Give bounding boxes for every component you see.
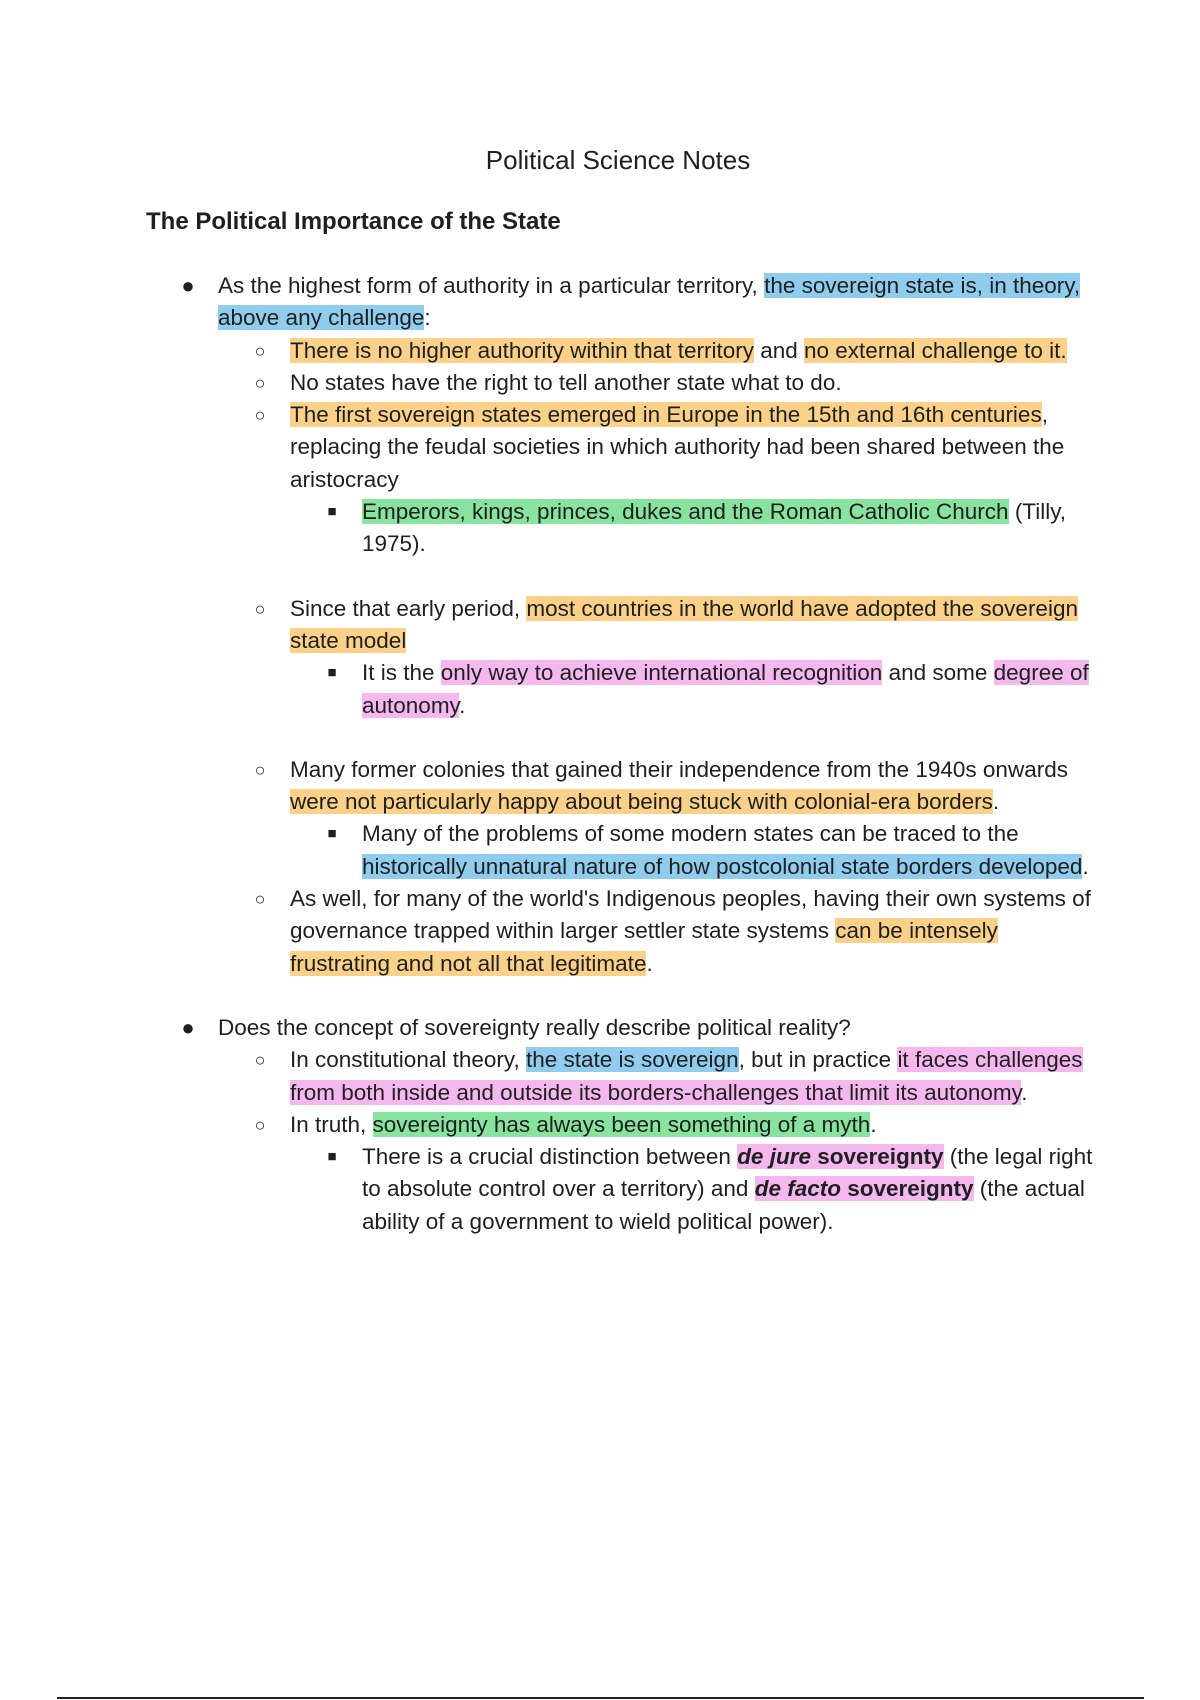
- text: :: [424, 305, 431, 331]
- text: , but in practice: [738, 1047, 898, 1073]
- sub-sub-list: [290, 496, 1096, 561]
- sub-sub-list: [290, 1141, 1096, 1238]
- sub-sub-item-postcolonial: [290, 818, 1096, 883]
- highlight-green: sovereignty has always been something of a myth: [372, 1111, 871, 1137]
- term-sovereignty: sovereignty: [840, 1176, 974, 1202]
- sub-item-first-states: [218, 399, 1096, 560]
- text: .: [646, 950, 653, 976]
- page-title: Political Science Notes: [485, 145, 751, 175]
- highlight-blue: historically unnatural nature of how postcolonial state borders developed: [362, 853, 1083, 879]
- section-heading: The Political Importance of the State: [146, 208, 561, 235]
- sub-sub-list: [290, 818, 1096, 883]
- circle-marker: ○: [254, 372, 266, 393]
- bullet-marker: ●: [181, 1014, 195, 1040]
- text: As the highest form of authority in a particular territory,: [218, 273, 765, 298]
- highlight-orange: There is no higher authority within that territory: [290, 337, 754, 363]
- bullet-list: [146, 270, 1096, 1238]
- highlight-blue: the sovereign state is, in theory, above any challenge: [218, 273, 1081, 331]
- sub-sub-item-emperors: [290, 496, 1096, 561]
- text: .: [1021, 1079, 1028, 1105]
- text: and: [753, 337, 805, 363]
- text: There is a crucial distinction between: [362, 1144, 738, 1170]
- bullet-item-sovereignty-reality: [146, 1012, 1096, 1238]
- highlight-pink: degree of autonomy: [362, 660, 1089, 718]
- bottom-divider: [57, 1697, 1144, 1699]
- notes-body: [146, 270, 1096, 1238]
- circle-marker: ○: [254, 340, 266, 361]
- text: .: [992, 789, 1000, 815]
- highlight-orange: The first sovereign states emerged in Europe in the 15th and 16th centuries: [290, 402, 1042, 428]
- sub-item-in-truth: [218, 1109, 1096, 1238]
- circle-marker: ○: [254, 1114, 266, 1135]
- text: Since that early period,: [290, 595, 527, 621]
- square-marker: ■: [327, 503, 337, 521]
- text: (the actual ability of a government to wield political power).: [362, 1176, 1085, 1234]
- term-de-facto-sovereignty: [755, 1176, 974, 1201]
- sub-item-early-period: [218, 593, 1096, 722]
- text: Many of the problems of some modern states can be traced to the: [362, 821, 1019, 847]
- term-de-jure-sovereignty: [737, 1144, 943, 1169]
- sub-sub-item-distinction: [290, 1141, 1096, 1238]
- text: , replacing the feudal societies in which authority had been shared between the aristocracy: [290, 402, 1065, 492]
- sub-sub-item-recognition: [290, 657, 1096, 722]
- text: In truth,: [290, 1111, 373, 1137]
- text: .: [459, 692, 466, 718]
- sub-item-constitutional-theory: [218, 1044, 1096, 1109]
- text: (the legal right to absolute control over a territory) and: [362, 1144, 1093, 1202]
- circle-marker: ○: [254, 405, 266, 426]
- highlight-pink: it faces challenges from both inside and outside its borders-challenges that limit its autonomy: [290, 1047, 1083, 1105]
- square-marker: ■: [327, 825, 337, 843]
- text: Does the concept of sovereignty really describe political reality?: [218, 1014, 851, 1040]
- highlight-orange: can be intensely frustrating and not all that legitimate: [290, 918, 998, 976]
- highlight-orange: no external challenge to it.: [804, 337, 1067, 363]
- sub-list: [218, 1044, 1096, 1238]
- bullet-item-sovereign-state: [146, 270, 1096, 980]
- highlight-green: Emperors, kings, princes, dukes and the Roman Catholic Church: [362, 499, 1009, 525]
- term-de-jure: de jure: [737, 1144, 811, 1170]
- sub-item-former-colonies: [218, 754, 1096, 883]
- text: Many former colonies that gained their independence from the 1940s onwards: [290, 756, 1068, 782]
- circle-marker: ○: [254, 1050, 266, 1071]
- text: No states have the right to tell another state what to do.: [290, 369, 842, 395]
- text: .: [1082, 853, 1089, 879]
- highlight-orange: were not particularly happy about being stuck with colonial-era borders: [290, 789, 993, 815]
- text: It is the: [362, 660, 441, 686]
- square-marker: ■: [327, 1148, 337, 1166]
- bullet-marker: ●: [181, 273, 195, 298]
- circle-marker: ○: [254, 759, 266, 780]
- circle-marker: ○: [254, 598, 266, 619]
- text: .: [870, 1111, 877, 1137]
- square-marker: ■: [327, 664, 337, 682]
- highlight-pink: only way to achieve international recognition: [440, 660, 883, 686]
- sub-list: [218, 335, 1096, 980]
- sub-item-no-higher-authority: [218, 335, 1096, 367]
- text: As well, for many of the world's Indigenous peoples, having their own systems of governance trapped within larger settler state systems: [290, 886, 1091, 944]
- term-sovereignty: sovereignty: [810, 1144, 944, 1170]
- highlight-orange: most countries in the world have adopted the sovereign state model: [290, 595, 1078, 653]
- highlight-blue: the state is sovereign: [525, 1047, 739, 1073]
- circle-marker: ○: [254, 889, 266, 910]
- text: and some: [882, 660, 994, 686]
- text: In constitutional theory,: [290, 1047, 526, 1073]
- text: (Tilly, 1975).: [362, 499, 1067, 557]
- term-de-facto: de facto: [754, 1176, 841, 1202]
- sub-item-no-right: [218, 367, 1096, 399]
- sub-item-indigenous: [218, 883, 1096, 980]
- sub-sub-list: [290, 657, 1096, 722]
